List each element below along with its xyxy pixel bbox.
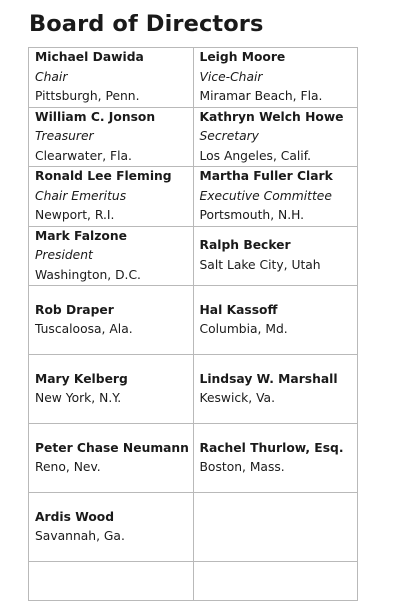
director-location: Boston, Mass. [199,460,285,474]
director-name: Leigh Moore [199,50,286,64]
director-role: Chair [35,69,68,84]
empty-cell [29,562,194,601]
page-title: Board of Directors [29,11,264,37]
director-cell [29,424,194,493]
director-cell [29,355,194,424]
director-name: Lindsay W. Marshall [199,371,338,386]
director-cell [29,167,194,227]
director-cell [29,286,194,355]
director-role: Secretary [199,129,259,143]
director-cell [193,355,358,424]
director-name: Mark Falzone [35,228,127,243]
director-role: Vice-Chair [199,69,263,84]
director-location: Keswick, Va. [199,391,275,405]
director-cell [193,107,358,167]
director-cell [193,167,358,227]
director-cell [193,424,358,493]
table-row [29,286,358,355]
director-location: Portsmouth, N.H. [199,208,305,222]
table-row [29,107,358,167]
director-cell [29,226,194,286]
table-row [29,167,358,227]
directors-table [28,47,358,601]
director-cell [29,107,194,167]
director-name: Ronald Lee Fleming [35,169,172,183]
director-name: Rachel Thurlow, Esq. [199,440,344,455]
director-location: Newport, R.I. [35,208,115,222]
director-location: Tuscaloosa, Ala. [35,322,133,336]
director-name: Ralph Becker [199,238,291,253]
director-role: Executive Committee [199,188,332,203]
director-name: Hal Kassoff [199,302,278,317]
director-location: Reno, Nev. [35,460,101,474]
director-location: Salt Lake City, Utah [199,257,321,272]
director-role: Treasurer [35,129,94,143]
table-row [29,493,358,562]
director-location: Columbia, Md. [199,322,288,336]
director-cell [193,286,358,355]
director-cell [193,226,358,286]
director-name: William C. Jonson [35,109,156,124]
director-name: Ardis Wood [35,509,115,524]
director-location: Los Angeles, Calif. [199,148,312,163]
table-row [29,424,358,493]
director-location: Clearwater, Fla. [35,148,132,163]
director-name: Rob Draper [35,302,114,317]
director-cell [193,48,358,108]
empty-cell [193,562,358,601]
director-name: Mary Kelberg [35,371,128,386]
director-location: Pittsburgh, Penn. [35,89,140,103]
director-name: Kathryn Welch Howe [199,109,344,124]
director-cell [29,493,194,562]
director-role: President [35,248,93,262]
table-row [29,355,358,424]
director-name: Peter Chase Neumann [35,440,189,455]
director-location: Savannah, Ga. [35,529,125,543]
table-row [29,48,358,108]
director-cell [29,48,194,108]
director-name: Michael Dawida [35,50,144,64]
empty-cell [193,493,358,562]
director-name: Martha Fuller Clark [199,169,333,183]
table-row [29,226,358,286]
table-row [29,562,358,601]
director-location: Miramar Beach, Fla. [199,89,323,103]
director-role: Chair Emeritus [35,188,127,203]
director-location: New York, N.Y. [35,391,122,405]
director-location: Washington, D.C. [35,267,141,282]
